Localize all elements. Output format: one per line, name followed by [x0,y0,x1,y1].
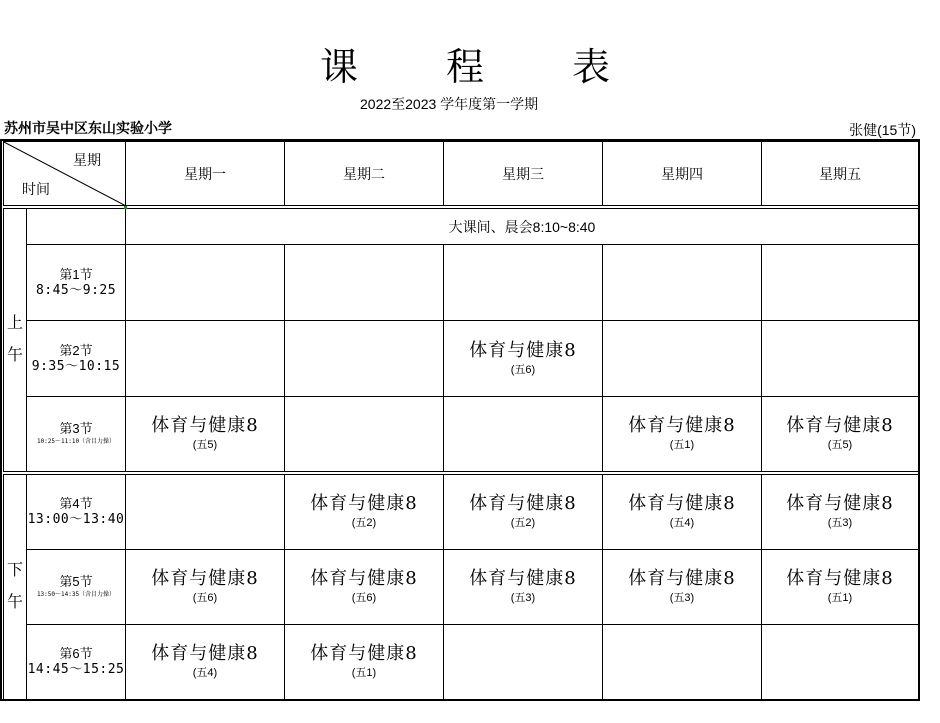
course-cell [444,321,603,397]
period-name: 第4节 [59,496,93,511]
class-code: (五5) [192,439,218,451]
course-name: 体育与健康8 [469,568,577,589]
morning-table [3,208,919,472]
course-name: 体育与健康8 [151,568,259,589]
page-title [320,38,610,88]
period-cell [27,245,126,321]
course-name: 体育与健康8 [469,339,577,361]
cell-selection-marker [124,206,127,209]
corner-cell [4,142,126,206]
course-cell [285,550,444,625]
course-cell [603,321,762,397]
course-cell [762,321,919,397]
course-name: 体育与健康8 [628,568,736,589]
class-code: (五1) [827,592,853,604]
day-header: 星期四 [603,142,762,206]
course-name: 体育与健康8 [628,415,736,436]
course-cell [603,397,762,472]
period-cell [27,475,126,550]
course-name: 体育与健康8 [628,493,736,514]
course-cell [126,397,285,472]
course-name: 体育与健康8 [310,643,418,664]
ampm-char: 午 [6,594,23,611]
course-cell [126,475,285,550]
period-cell [27,625,126,700]
afternoon-label [4,475,27,700]
ampm-char: 上 [6,315,23,332]
teacher-name: 张健(15节) [849,122,916,138]
class-code: (五2) [351,517,377,529]
course-cell [285,321,444,397]
afternoon-table [3,474,919,700]
course-cell [603,550,762,625]
period-time: 13:00～13:40 [27,512,125,527]
class-code: (五6) [510,363,536,376]
day-header: 星期五 [762,142,919,206]
day-header: 星期一 [126,142,285,206]
ampm-char: 午 [6,347,23,364]
course-cell [603,475,762,550]
course-cell [603,245,762,321]
day-header: 星期三 [444,142,603,206]
corner-week-label: 星期 [73,152,101,168]
course-cell [444,397,603,472]
recess-time-blank [27,209,126,245]
period-name: 第5节 [59,574,93,589]
course-name: 体育与健康8 [151,643,259,664]
period-row [4,397,919,472]
period-row [4,321,919,397]
class-code: (五4) [192,667,218,679]
title-char: 程 [445,44,484,89]
course-cell [285,625,444,700]
period-time: 8:45～9:25 [35,282,117,298]
class-code: (五2) [510,517,536,529]
course-cell [444,625,603,700]
title-char: 表 [571,44,610,89]
course-cell [444,475,603,550]
course-name: 体育与健康8 [469,493,577,514]
period-time: 13:50～14:35（含目力操） [36,591,116,598]
class-code: (五5) [827,439,853,451]
course-cell [444,550,603,625]
period-row [4,245,919,321]
course-name: 体育与健康8 [310,568,418,589]
term-subtitle: 2022至2023 学年度第一学期 [360,96,539,112]
course-cell [762,245,919,321]
morning-label [4,209,27,472]
period-row [4,475,919,550]
corner-time-label: 时间 [22,181,50,197]
recess-cell: 大课间、晨会8:10~8:40 [126,209,919,245]
course-cell [762,550,919,625]
course-name: 体育与健康8 [786,493,894,514]
header-table [3,141,919,206]
period-time: 9:35～10:15 [31,358,121,374]
class-code: (五3) [827,517,853,529]
period-name: 第1节 [59,266,93,282]
ampm-char: 下 [6,562,23,579]
course-name: 体育与健康8 [310,493,418,514]
title-char: 课 [320,44,359,89]
course-name: 体育与健康8 [786,568,894,589]
period-cell [27,321,126,397]
period-name: 第3节 [59,421,93,436]
course-cell [603,625,762,700]
period-cell [27,397,126,472]
period-row [4,550,919,625]
class-code: (五6) [351,592,377,604]
course-name: 体育与健康8 [151,415,259,436]
class-code: (五3) [510,592,536,604]
course-cell [762,397,919,472]
period-name: 第6节 [59,646,93,661]
class-code: (五1) [669,439,695,451]
period-time: 14:45～15:25 [27,662,125,677]
period-time: 10:25～11:10（含目力操） [36,438,116,445]
course-cell [762,475,919,550]
course-cell [126,321,285,397]
day-header: 星期二 [285,142,444,206]
course-cell [762,625,919,700]
course-cell [126,625,285,700]
class-code: (五1) [351,667,377,679]
course-cell [285,397,444,472]
course-cell [444,245,603,321]
course-name: 体育与健康8 [786,415,894,436]
course-cell [285,475,444,550]
course-cell [285,245,444,321]
course-cell [126,550,285,625]
school-name: 苏州市吴中区东山实验小学 [4,120,172,136]
period-name: 第2节 [59,342,93,358]
period-row [4,625,919,700]
course-cell [126,245,285,321]
class-code: (五4) [669,517,695,529]
class-code: (五3) [669,592,695,604]
period-cell [27,550,126,625]
class-code: (五6) [192,592,218,604]
